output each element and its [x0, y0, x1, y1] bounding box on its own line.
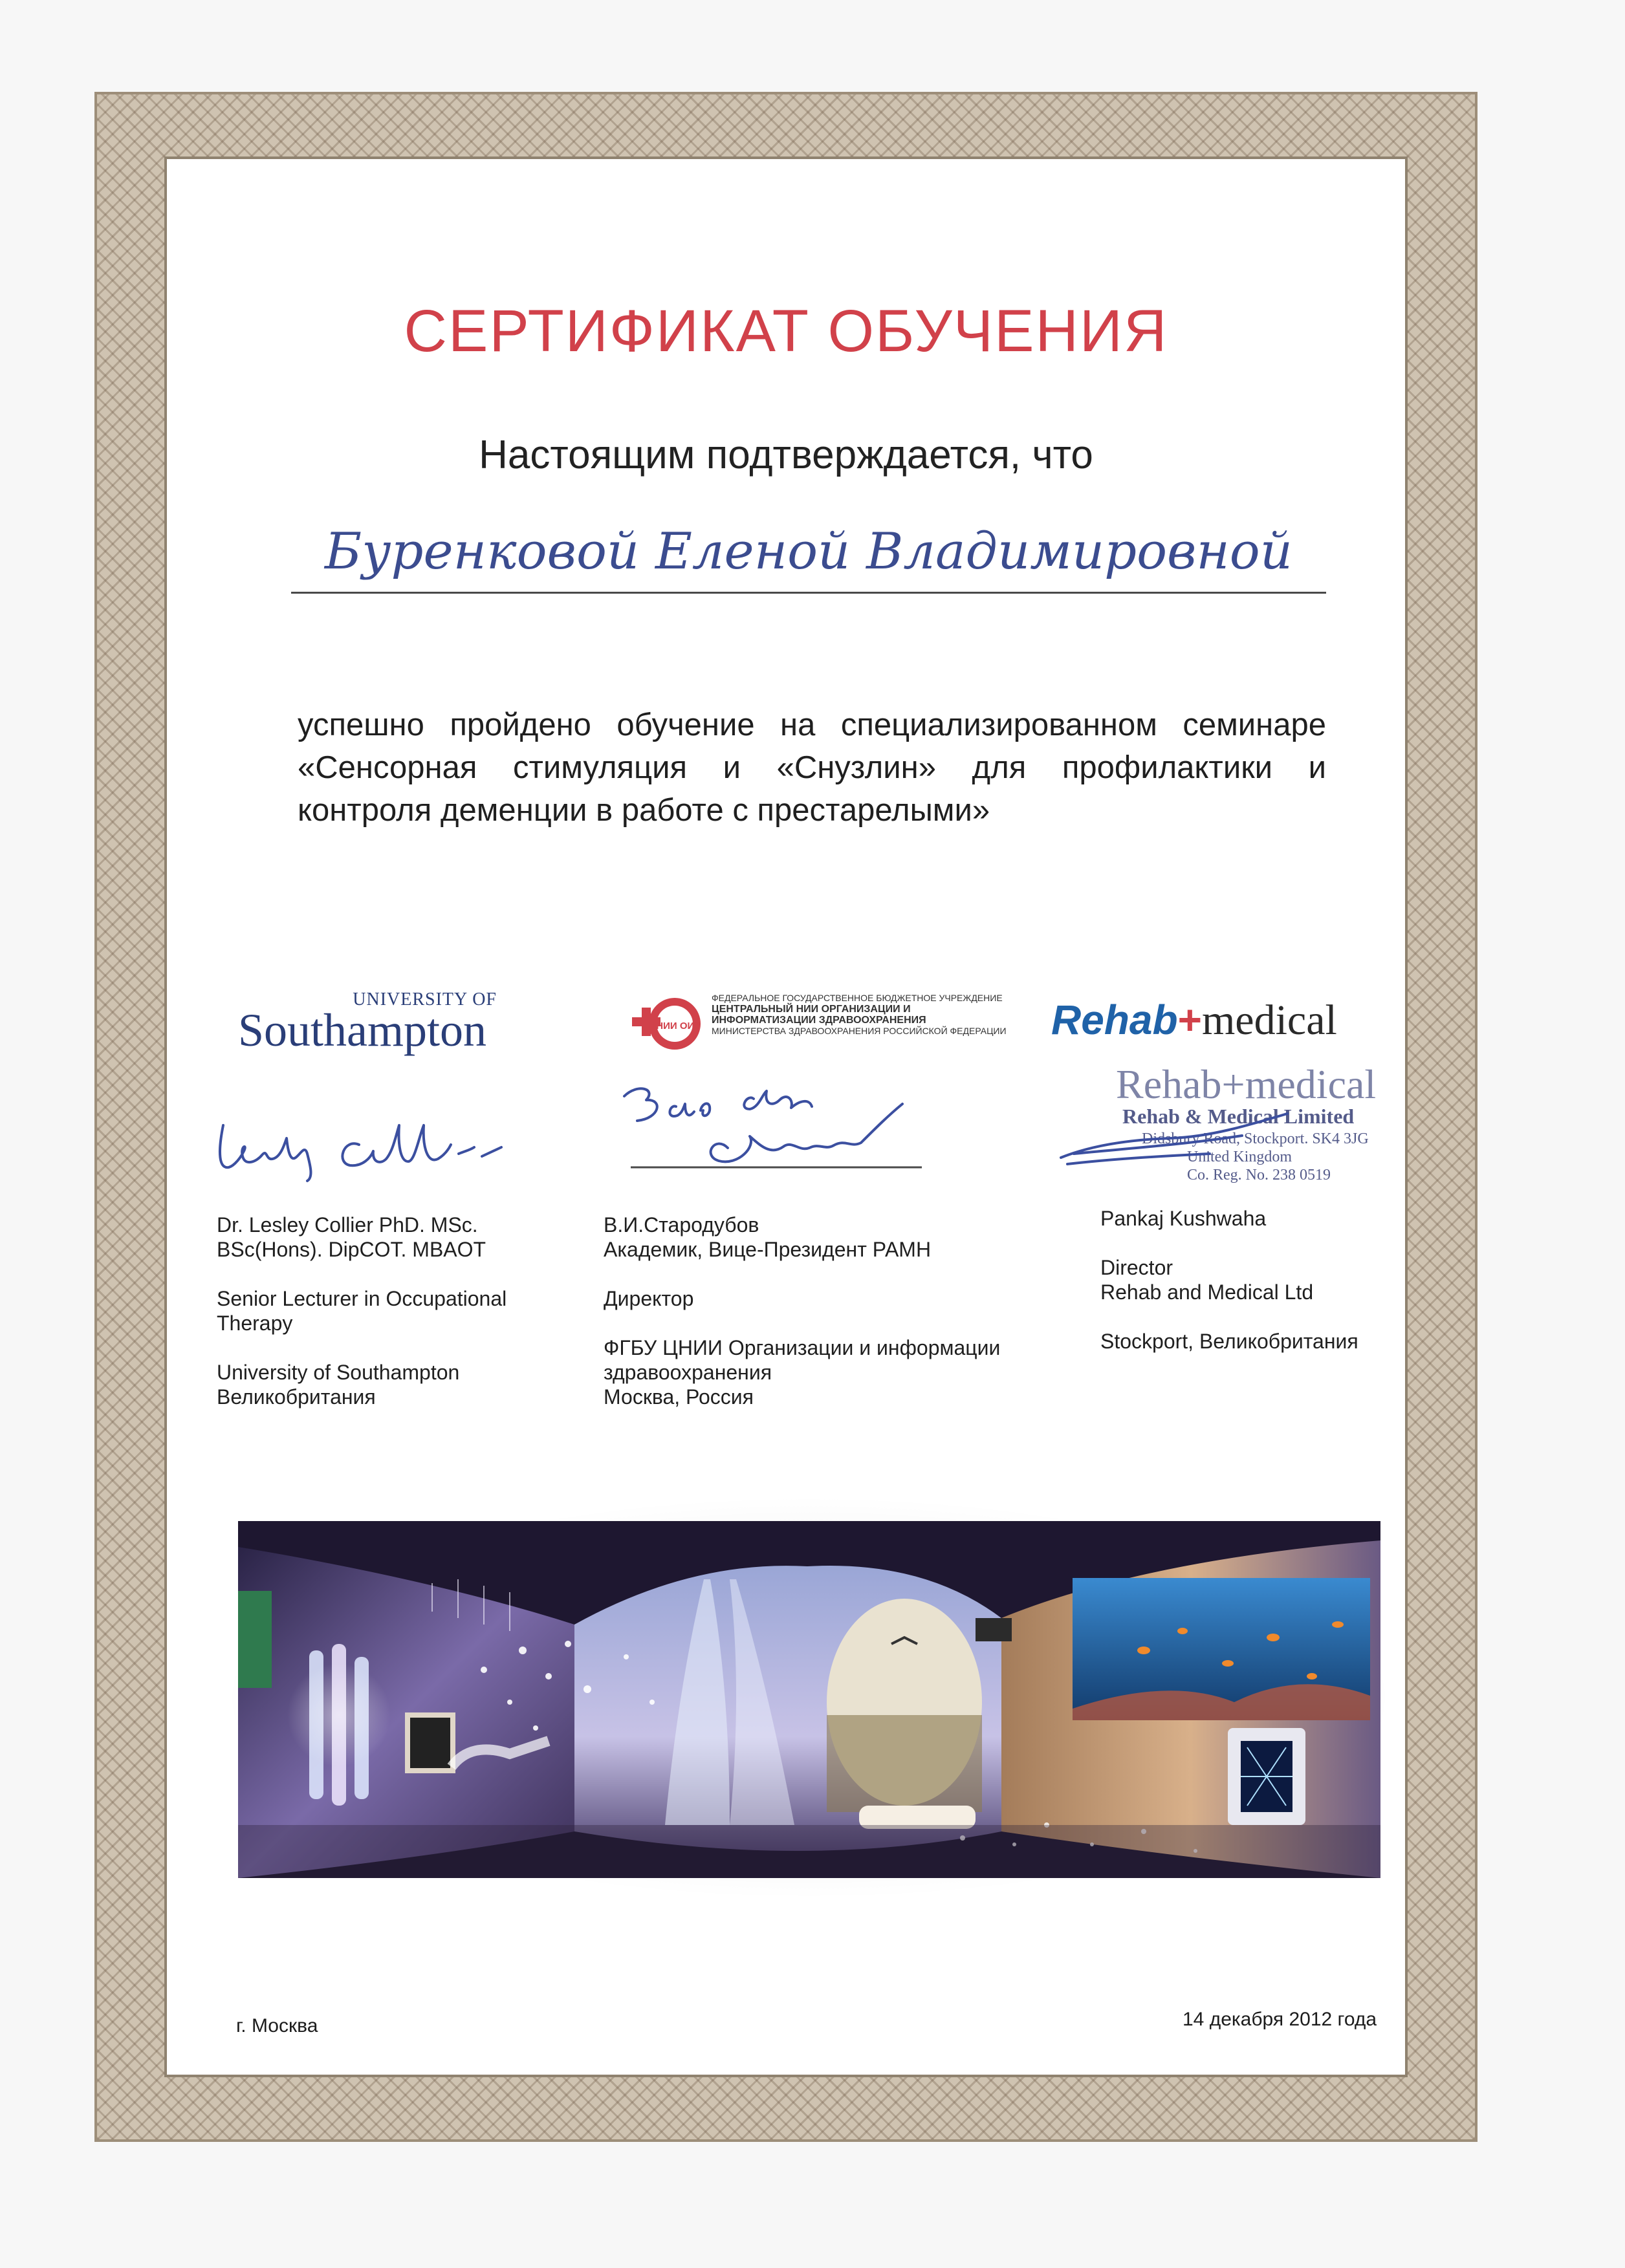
signatory-position: Директор	[604, 1287, 694, 1310]
course-description	[298, 704, 1326, 832]
name-underline	[291, 592, 1326, 594]
recipient-name-field	[291, 523, 1326, 594]
stamp-company: Rehab & Medical Limited	[1122, 1105, 1355, 1128]
signatory-middle	[604, 1213, 1056, 1434]
rehab-medical-logo	[1051, 996, 1375, 1054]
signatory-org-line: Великобритания	[217, 1385, 376, 1409]
rehab-logo-plus: +	[1177, 997, 1202, 1043]
cniioiz-line: ИНФОРМАТИЗАЦИИ ЗДРАВООХРАНЕНИЯ	[712, 1015, 926, 1026]
signatory-position-line: Rehab and Medical Ltd	[1100, 1280, 1314, 1304]
signatory-right	[1100, 1206, 1450, 1378]
confirmation-text: Настоящим подтверждается, что	[479, 433, 1093, 477]
signatory-position-line: Therapy	[217, 1312, 293, 1335]
southampton-logo	[238, 989, 523, 1061]
signatory-org-line: здравоохранения	[604, 1361, 772, 1384]
cniioiz-badge-text: ЦНИИ ОИЗ	[649, 1021, 701, 1031]
footer-date: 14 декабря 2012 года	[1183, 2009, 1377, 2030]
signatory-location: Stockport, Великобритания	[1100, 1330, 1358, 1353]
rehab-logo-medical: medical	[1201, 997, 1337, 1044]
signatory-name-line: Dr. Lesley Collier PhD. MSc.	[217, 1213, 478, 1237]
rehab-logo-word: Rehab	[1051, 997, 1178, 1043]
cniioiz-logo	[631, 986, 1007, 1061]
signatory-org-line: ФГБУ ЦНИИ Организации и информации	[604, 1336, 1001, 1359]
cniioiz-logo-text	[712, 993, 1007, 1037]
sensory-room-panorama-image	[238, 1521, 1380, 1878]
signatory-name-line: BSc(Hons). DipCOT. MBAOT	[217, 1238, 486, 1261]
signatory-position-line: Senior Lecturer in Occupational	[217, 1287, 507, 1310]
signatory-org-line: Москва, Россия	[604, 1385, 754, 1409]
cniioiz-emblem-icon	[631, 986, 708, 1057]
course-line: успешно пройдено обучение на специализированном семинаре	[298, 707, 1326, 742]
cniioiz-line: ЦЕНТРАЛЬНЫЙ НИИ ОРГАНИЗАЦИИ И	[712, 1004, 911, 1015]
recipient-name: Буренковой Еленой Владимировной	[324, 523, 1292, 581]
stamp-reg: Co. Reg. No. 238 0519	[1187, 1167, 1331, 1183]
cniioiz-line: ФЕДЕРАЛЬНОЕ ГОСУДАРСТВЕННОЕ БЮДЖЕТНОЕ УЧРЕЖДЕНИЕ	[712, 993, 1003, 1003]
signatory-name-line: Академик, Вице-Президент РАМН	[604, 1238, 932, 1261]
collier-signature	[210, 1099, 560, 1183]
signatory-org-line: University of Southampton	[217, 1361, 460, 1384]
certificate-title: СЕРТИФИКАТ ОБУЧЕНИЯ	[404, 298, 1168, 364]
stamp-address: Didsbury Road, Stockport. SK4 3JG	[1142, 1130, 1369, 1147]
signatory-name: Pankaj Kushwaha	[1100, 1207, 1267, 1230]
stamp-brand: Rehab+medical	[1116, 1061, 1377, 1107]
footer-city: г. Москва	[236, 2015, 318, 2036]
signatory-name-line: В.И.Стародубов	[604, 1213, 759, 1237]
course-line: контроля деменции в работе с престарелыми»	[298, 793, 990, 828]
starodubov-signature	[618, 1070, 954, 1177]
signatory-left	[217, 1213, 579, 1434]
signatory-position-line: Director	[1100, 1256, 1173, 1279]
cniioiz-line: МИНИСТЕРСТВА ЗДРАВООХРАНЕНИЯ РОССИЙСКОЙ ФЕДЕРАЦИИ	[712, 1026, 1007, 1036]
southampton-logo-big: Southampton	[238, 1004, 487, 1056]
southampton-logo-small: UNIVERSITY OF	[353, 989, 497, 1010]
course-line: «Сенсорная стимуляция и «Снузлин» для профилактики и	[298, 750, 1326, 785]
stamp-country: United Kingdom	[1187, 1149, 1292, 1165]
kushwaha-signature	[1054, 1099, 1326, 1171]
